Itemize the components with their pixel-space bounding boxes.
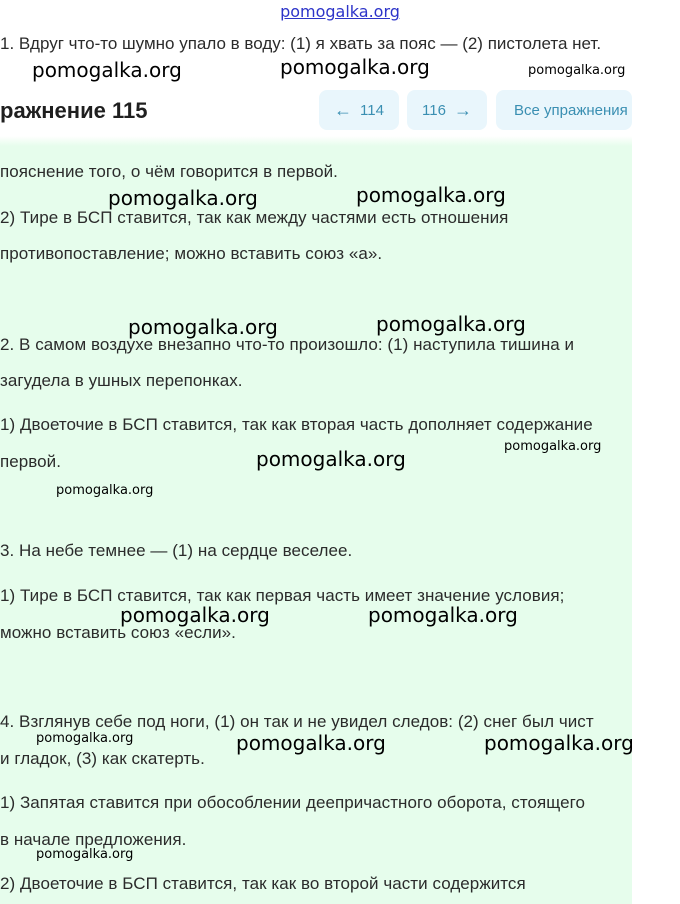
watermark: pomogalka.org bbox=[528, 63, 626, 78]
next-exercise-button[interactable] bbox=[407, 90, 487, 130]
example-sentence-2-cont: загудела в ушных перепонках. bbox=[0, 371, 243, 390]
page-title: ражнение 115 bbox=[0, 98, 148, 123]
answer-line: первой. bbox=[0, 452, 61, 471]
example-sentence-3: 3. На небе темнее — (1) на сердце веселее. bbox=[0, 541, 353, 560]
answer-line: можно вставить союз «если». bbox=[0, 623, 236, 642]
watermark: pomogalka.org bbox=[280, 55, 430, 79]
next-exercise-label: 116 bbox=[422, 101, 446, 119]
prev-exercise-button[interactable] bbox=[319, 90, 399, 130]
watermark: pomogalka.org bbox=[236, 731, 386, 755]
watermark: pomogalka.org bbox=[256, 447, 406, 471]
answer-line: пояснение того, о чём говорится в первой. bbox=[0, 162, 338, 181]
watermark: pomogalka.org bbox=[108, 186, 258, 210]
example-sentence-2: 2. В самом воздухе внезапно что-то произошло: (1) наступила тишина и bbox=[0, 335, 575, 354]
answer-line: 1) Тире в БСП ставится, так как первая часть имеет значение условия; bbox=[0, 586, 565, 605]
prev-exercise-label: 114 bbox=[360, 101, 384, 119]
panel-fade bbox=[0, 136, 632, 146]
arrow-right-icon: → bbox=[453, 100, 472, 120]
answer-line: в начале предложения. bbox=[0, 830, 187, 849]
watermark: pomogalka.org bbox=[128, 315, 278, 339]
watermark: pomogalka.org bbox=[504, 439, 602, 454]
watermark: pomogalka.org bbox=[56, 483, 154, 498]
watermark: pomogalka.org bbox=[36, 731, 134, 746]
watermark: pomogalka.org bbox=[356, 183, 506, 207]
answer-line: противопоставление; можно вставить союз «а». bbox=[0, 244, 383, 263]
watermark: pomogalka.org bbox=[376, 312, 526, 336]
answer-line: 2) Двоеточие в БСП ставится, так как во второй части содержится bbox=[0, 874, 526, 893]
watermark: pomogalka.org bbox=[120, 603, 270, 627]
watermark: pomogalka.org bbox=[368, 603, 518, 627]
watermark: pomogalka.org bbox=[484, 731, 634, 755]
all-exercises-button[interactable] bbox=[496, 90, 632, 130]
example-sentence-4: 4. Взглянув себе под ноги, (1) он так и не увидел следов: (2) снег был чист bbox=[0, 712, 594, 731]
arrow-left-icon: ← bbox=[334, 100, 353, 120]
example-sentence-1: 1. Вдруг что-то шумно упало в воду: (1) я хвать за пояс — (2) пистолета нет. bbox=[0, 34, 602, 53]
answer-line: 1) Двоеточие в БСП ставится, так как вторая часть дополняет содержание bbox=[0, 415, 593, 434]
example-sentence-4-cont: и гладок, (3) как скатерть. bbox=[0, 749, 205, 768]
answer-line: 2) Тире в БСП ставится, так как между частями есть отношения bbox=[0, 208, 509, 227]
all-exercises-label: Все упражнения bbox=[514, 101, 628, 119]
watermark: pomogalka.org bbox=[36, 847, 134, 862]
site-link[interactable]: pomogalka.org bbox=[280, 2, 400, 21]
watermark: pomogalka.org bbox=[32, 58, 182, 82]
answer-line: 1) Запятая ставится при обособлении деепричастного оборота, стоящего bbox=[0, 793, 585, 812]
